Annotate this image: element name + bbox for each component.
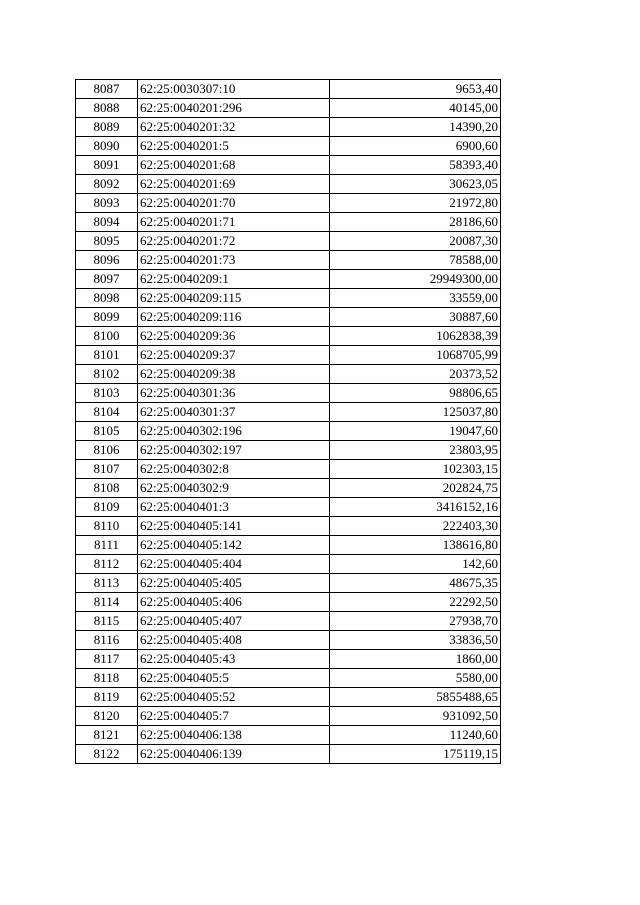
cadastral-number: 62:25:0040405:5 (138, 669, 330, 688)
cadastral-value-table (75, 79, 501, 764)
table-row (76, 612, 501, 631)
table-row (76, 536, 501, 555)
table-row (76, 593, 501, 612)
cadastral-value: 21972,80 (330, 194, 501, 213)
row-number: 8097 (76, 270, 138, 289)
row-number: 8122 (76, 745, 138, 764)
table-row (76, 156, 501, 175)
cadastral-value: 14390,20 (330, 118, 501, 137)
cadastral-value: 78588,00 (330, 251, 501, 270)
cadastral-number: 62:25:0040302:8 (138, 460, 330, 479)
cadastral-number: 62:25:0040201:32 (138, 118, 330, 137)
row-number: 8092 (76, 175, 138, 194)
cadastral-number: 62:25:0040405:141 (138, 517, 330, 536)
cadastral-value: 40145,00 (330, 99, 501, 118)
cadastral-value: 202824,75 (330, 479, 501, 498)
table-body (76, 80, 501, 764)
table-row (76, 308, 501, 327)
row-number: 8090 (76, 137, 138, 156)
table-row (76, 631, 501, 650)
row-number: 8099 (76, 308, 138, 327)
row-number: 8101 (76, 346, 138, 365)
row-number: 8088 (76, 99, 138, 118)
table-row (76, 574, 501, 593)
cadastral-number: 62:25:0040201:68 (138, 156, 330, 175)
cadastral-value: 98806,65 (330, 384, 501, 403)
row-number: 8112 (76, 555, 138, 574)
table-row (76, 232, 501, 251)
cadastral-number: 62:25:0040302:9 (138, 479, 330, 498)
cadastral-value: 102303,15 (330, 460, 501, 479)
cadastral-number: 62:25:0040406:139 (138, 745, 330, 764)
row-number: 8116 (76, 631, 138, 650)
cadastral-value: 58393,40 (330, 156, 501, 175)
table-row (76, 213, 501, 232)
row-number: 8108 (76, 479, 138, 498)
cadastral-number: 62:25:0040209:1 (138, 270, 330, 289)
table-row (76, 745, 501, 764)
cadastral-value: 29949300,00 (330, 270, 501, 289)
cadastral-number: 62:25:0040201:72 (138, 232, 330, 251)
cadastral-number: 62:25:0040201:71 (138, 213, 330, 232)
cadastral-number: 62:25:0040209:115 (138, 289, 330, 308)
cadastral-value: 19047,60 (330, 422, 501, 441)
row-number: 8114 (76, 593, 138, 612)
row-number: 8121 (76, 726, 138, 745)
cadastral-value: 138616,80 (330, 536, 501, 555)
cadastral-value: 48675,35 (330, 574, 501, 593)
row-number: 8089 (76, 118, 138, 137)
row-number: 8096 (76, 251, 138, 270)
cadastral-number: 62:25:0040201:70 (138, 194, 330, 213)
cadastral-value: 30623,05 (330, 175, 501, 194)
cadastral-number: 62:25:0040209:116 (138, 308, 330, 327)
row-number: 8115 (76, 612, 138, 631)
row-number: 8091 (76, 156, 138, 175)
table-row (76, 346, 501, 365)
cadastral-value: 931092,50 (330, 707, 501, 726)
cadastral-number: 62:25:0040405:7 (138, 707, 330, 726)
cadastral-number: 62:25:0040405:142 (138, 536, 330, 555)
cadastral-number: 62:25:0040302:197 (138, 441, 330, 460)
row-number: 8104 (76, 403, 138, 422)
row-number: 8120 (76, 707, 138, 726)
table-row (76, 441, 501, 460)
table-row (76, 422, 501, 441)
cadastral-value: 30887,60 (330, 308, 501, 327)
cadastral-value: 222403,30 (330, 517, 501, 536)
cadastral-number: 62:25:0040301:36 (138, 384, 330, 403)
table-row (76, 517, 501, 536)
table-row (76, 251, 501, 270)
row-number: 8098 (76, 289, 138, 308)
cadastral-number: 62:25:0040201:296 (138, 99, 330, 118)
cadastral-number: 62:25:0040405:407 (138, 612, 330, 631)
cadastral-number: 62:25:0040401:3 (138, 498, 330, 517)
table-row (76, 707, 501, 726)
cadastral-value: 3416152,16 (330, 498, 501, 517)
table-row (76, 669, 501, 688)
row-number: 8113 (76, 574, 138, 593)
cadastral-value: 1068705,99 (330, 346, 501, 365)
row-number: 8093 (76, 194, 138, 213)
cadastral-number: 62:25:0040405:43 (138, 650, 330, 669)
row-number: 8105 (76, 422, 138, 441)
table-row (76, 137, 501, 156)
cadastral-value: 142,60 (330, 555, 501, 574)
row-number: 8110 (76, 517, 138, 536)
table-row (76, 289, 501, 308)
table-row (76, 555, 501, 574)
row-number: 8109 (76, 498, 138, 517)
row-number: 8094 (76, 213, 138, 232)
table-row (76, 327, 501, 346)
cadastral-number: 62:25:0040406:138 (138, 726, 330, 745)
table-row (76, 403, 501, 422)
table-row (76, 365, 501, 384)
cadastral-number: 62:25:0040405:52 (138, 688, 330, 707)
cadastral-value: 9653,40 (330, 80, 501, 99)
cadastral-value: 125037,80 (330, 403, 501, 422)
cadastral-value: 27938,70 (330, 612, 501, 631)
cadastral-value: 1062838,39 (330, 327, 501, 346)
cadastral-value: 5580,00 (330, 669, 501, 688)
cadastral-number: 62:25:0040201:5 (138, 137, 330, 156)
table-row (76, 479, 501, 498)
cadastral-value: 1860,00 (330, 650, 501, 669)
row-number: 8100 (76, 327, 138, 346)
table-row (76, 498, 501, 517)
cadastral-number: 62:25:0040302:196 (138, 422, 330, 441)
cadastral-number: 62:25:0040201:73 (138, 251, 330, 270)
row-number: 8103 (76, 384, 138, 403)
cadastral-value: 20087,30 (330, 232, 501, 251)
table-row (76, 194, 501, 213)
row-number: 8102 (76, 365, 138, 384)
row-number: 8107 (76, 460, 138, 479)
table-row (76, 80, 501, 99)
row-number: 8119 (76, 688, 138, 707)
cadastral-number: 62:25:0040209:37 (138, 346, 330, 365)
cadastral-value: 23803,95 (330, 441, 501, 460)
row-number: 8095 (76, 232, 138, 251)
cadastral-number: 62:25:0040209:36 (138, 327, 330, 346)
cadastral-number: 62:25:0040405:404 (138, 555, 330, 574)
row-number: 8111 (76, 536, 138, 555)
table-row (76, 650, 501, 669)
cadastral-value: 28186,60 (330, 213, 501, 232)
row-number: 8118 (76, 669, 138, 688)
cadastral-number: 62:25:0040209:38 (138, 365, 330, 384)
cadastral-number: 62:25:0040301:37 (138, 403, 330, 422)
cadastral-value: 20373,52 (330, 365, 501, 384)
cadastral-value: 33836,50 (330, 631, 501, 650)
cadastral-value: 6900,60 (330, 137, 501, 156)
table-row (76, 460, 501, 479)
row-number: 8087 (76, 80, 138, 99)
row-number: 8117 (76, 650, 138, 669)
table-row (76, 118, 501, 137)
cadastral-number: 62:25:0040405:406 (138, 593, 330, 612)
cadastral-number: 62:25:0040201:69 (138, 175, 330, 194)
table-row (76, 726, 501, 745)
cadastral-number: 62:25:0040405:405 (138, 574, 330, 593)
cadastral-value: 11240,60 (330, 726, 501, 745)
row-number: 8106 (76, 441, 138, 460)
table-row (76, 99, 501, 118)
cadastral-value: 175119,15 (330, 745, 501, 764)
table-row (76, 175, 501, 194)
cadastral-value: 33559,00 (330, 289, 501, 308)
cadastral-value: 5855488,65 (330, 688, 501, 707)
table-row (76, 270, 501, 289)
table-row (76, 688, 501, 707)
cadastral-number: 62:25:0030307:10 (138, 80, 330, 99)
cadastral-value: 22292,50 (330, 593, 501, 612)
table-row (76, 384, 501, 403)
cadastral-number: 62:25:0040405:408 (138, 631, 330, 650)
